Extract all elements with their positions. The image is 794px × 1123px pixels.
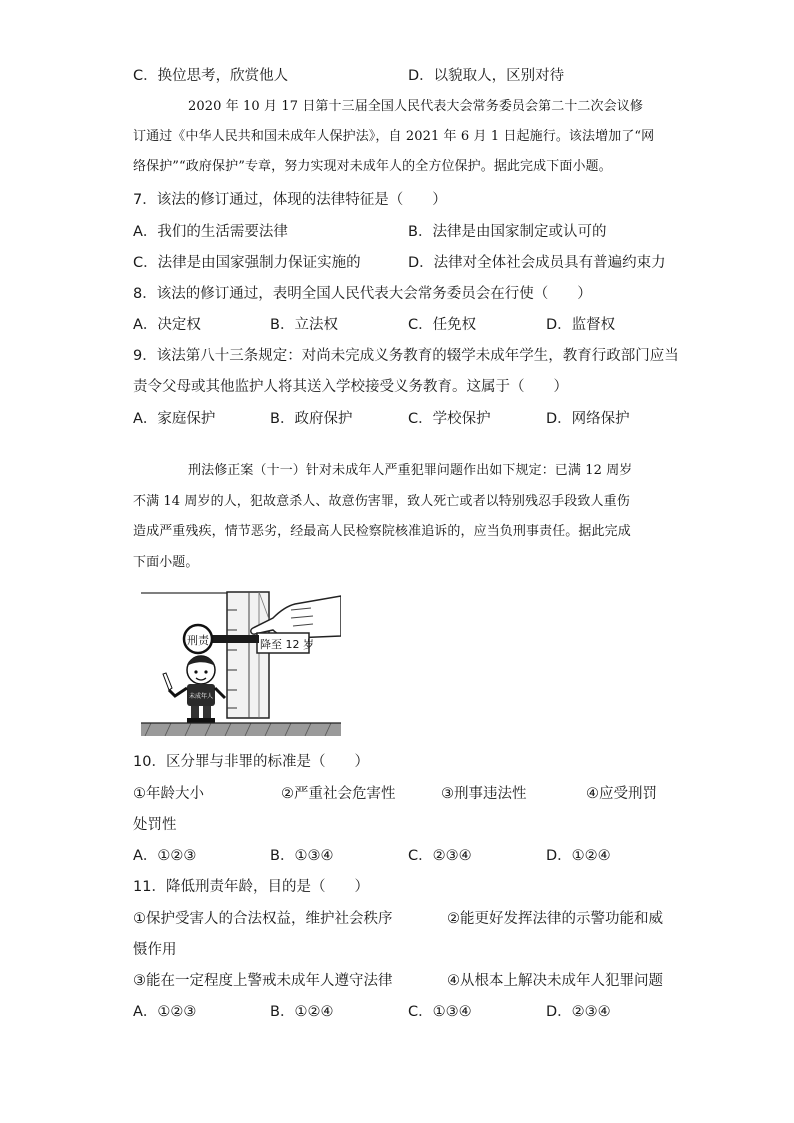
- q7-stem: 7．该法的修订通过，体现的法律特征是（ ）: [133, 192, 447, 208]
- q6-option-c[interactable]: C．换位思考，欣赏他人: [133, 68, 289, 84]
- q11-item-1: ①保护受害人的合法权益，维护社会秩序: [133, 911, 393, 927]
- passage1-line-3: 络保护”“政府保护”专章，努力实现对未成年人的全方位保护。据此完成下面小题。: [133, 159, 612, 174]
- passage2-line-2: 不满 14 周岁的人，犯故意杀人、故意伤害罪，致人死亡或者以特别残忍手段致人重伤: [133, 494, 630, 509]
- passage2-line-1: 刑法修正案（十一）针对未成年人严重犯罪问题作出如下规定：已满 12 周岁: [188, 463, 633, 478]
- q9-stem-line-1: 9．该法第八十三条规定：对尚未完成义务教育的辍学未成年学生，教育行政部门应当: [133, 348, 679, 364]
- q9-option-c[interactable]: C．学校保护: [408, 411, 491, 427]
- q10-item-3: ③刑事违法性: [441, 786, 527, 802]
- q9-option-a[interactable]: A．家庭保护: [133, 411, 216, 427]
- q10-option-d[interactable]: D．①②④: [546, 848, 611, 864]
- passage2-line-4: 下面小题。: [133, 555, 199, 570]
- cartoon-illustration: [141, 590, 341, 736]
- q9-option-d[interactable]: D．网络保护: [546, 411, 630, 427]
- q6-option-d[interactable]: D．以貌取人，区别对待: [408, 68, 565, 84]
- passage1-line-2: 订通过《中华人民共和国未成年人保护法》，自 2021 年 6 月 1 日起施行。该法增加了“网: [133, 129, 655, 144]
- q8-option-a[interactable]: A．决定权: [133, 317, 201, 333]
- q10-option-a[interactable]: A．①②③: [133, 848, 197, 864]
- q11-stem: 11．降低刑责年龄，目的是（ ）: [133, 879, 369, 895]
- q7-option-b[interactable]: B．法律是由国家制定或认可的: [408, 224, 607, 240]
- shirt-text: 未成年人: [189, 693, 214, 700]
- passage2-line-3: 造成严重残疾，情节恶劣，经最高人民检察院核准追诉的，应当负刑事责任。据此完成: [133, 524, 631, 539]
- q10-option-b[interactable]: B．①③④: [270, 848, 334, 864]
- q7-option-c[interactable]: C．法律是由国家强制力保证实施的: [133, 255, 361, 271]
- q9-option-b[interactable]: B．政府保护: [270, 411, 353, 427]
- q11-item-3: ③能在一定程度上警戒未成年人遵守法律: [133, 973, 393, 989]
- q8-option-d[interactable]: D．监督权: [546, 317, 616, 333]
- q11-item-2: ②能更好发挥法律的示警功能和威: [447, 911, 663, 927]
- q8-stem: 8．该法的修订通过，表明全国人民代表大会常务委员会在行使（ ）: [133, 286, 592, 302]
- q11-option-c[interactable]: C．①③④: [408, 1004, 472, 1020]
- q10-item-1: ①年龄大小: [133, 786, 204, 802]
- q10-item-4: ④应受刑罚: [586, 786, 657, 802]
- sign-text: 降至 12 岁: [260, 638, 314, 651]
- q10-option-c[interactable]: C．②③④: [408, 848, 472, 864]
- q10-item-2: ②严重社会危害性: [281, 786, 396, 802]
- q11-option-a[interactable]: A．①②③: [133, 1004, 197, 1020]
- q8-option-c[interactable]: C．任免权: [408, 317, 477, 333]
- q11-option-b[interactable]: B．①②④: [270, 1004, 334, 1020]
- q10-item-4-continued: 处罚性: [133, 817, 177, 833]
- q11-item-4: ④从根本上解决未成年人犯罪问题: [447, 973, 663, 989]
- cartoon-svg: [141, 590, 341, 736]
- q11-option-d[interactable]: D．②③④: [546, 1004, 611, 1020]
- q8-option-b[interactable]: B．立法权: [270, 317, 338, 333]
- q7-option-a[interactable]: A．我们的生活需要法律: [133, 224, 288, 240]
- q11-item-2-continued: 慑作用: [133, 942, 177, 958]
- bubble-text: 刑责: [187, 634, 209, 647]
- q7-option-d[interactable]: D．法律对全体社会成员具有普遍约束力: [408, 255, 666, 271]
- q10-stem: 10．区分罪与非罪的标准是（ ）: [133, 754, 369, 770]
- passage1-line-1: 2020 年 10 月 17 日第十三届全国人民代表大会常务委员会第二十二次会议修: [188, 99, 643, 114]
- q9-stem-line-2: 责令父母或其他监护人将其送入学校接受义务教育。这属于（ ）: [133, 379, 568, 395]
